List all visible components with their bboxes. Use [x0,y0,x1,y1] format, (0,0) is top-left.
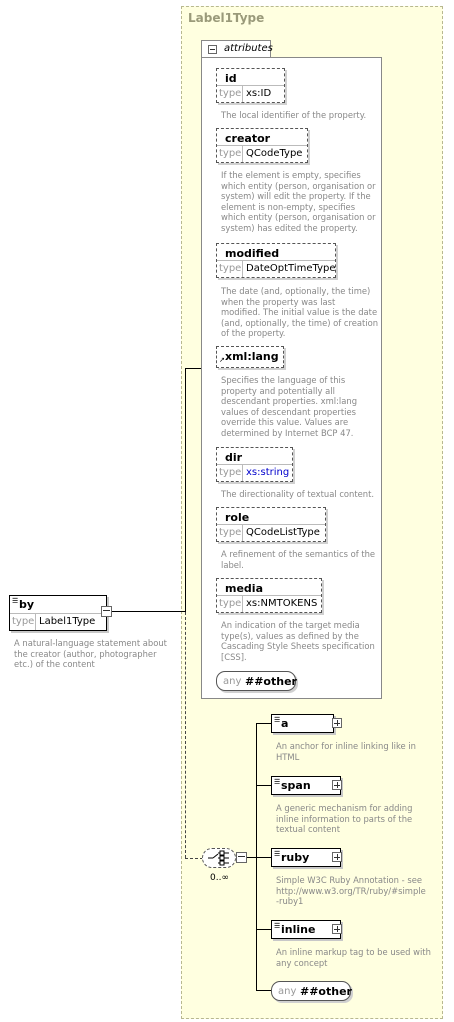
attribute-description-creator: If the element is empty, specifies which entity (person, organisation or system) will edit the property. If the element is non-empty, specifies which entity (person, organisation or system) has edited the property. [221,170,376,233]
attribute-description-role: A refinement of the semantics of the label. [221,549,376,570]
connector-line [247,857,256,858]
reference-arrow-icon: ↗ [219,356,225,364]
connector-dashed-line [185,858,203,859]
attribute-name: creator [225,132,271,145]
type-value: xs:NMTOKENS [246,598,318,609]
reference-arrow-icon: ☰ [274,922,281,930]
attribute-creator[interactable] [216,128,308,163]
attribute-name: media [225,582,263,595]
attribute-name: dir [225,451,243,464]
attribute-name: xml:lang [225,350,279,363]
collapse-choice-icon[interactable] [236,852,247,863]
type-key: type [12,616,35,627]
element-description-inline: An inline markup tag to be used with any concept [276,947,431,968]
attribute-description-media: An indication of the target media type(s), values as defined by the Cascading Style Sheets specification [CSS]. [221,620,375,662]
attribute-name: id [225,72,237,85]
element-any-other[interactable] [271,981,351,1001]
type-key: type [219,527,242,538]
element-name: inline [281,923,316,936]
collapse-attributes-icon[interactable] [208,45,217,54]
type-key: type [219,467,242,478]
type-value[interactable]: xs:string [246,467,290,478]
expand-inline-icon[interactable] [332,924,342,934]
element-name: a [281,717,289,730]
type-value: xs:ID [246,88,272,99]
expand-span-icon[interactable] [332,780,342,790]
element-by[interactable] [9,595,107,631]
element-ruby[interactable] [271,848,341,867]
attributes-tab[interactable] [201,40,271,58]
connector-dashed-line [185,612,186,858]
collapse-by-icon[interactable] [101,606,112,617]
element-description-a: An anchor for inline linking like in HTML [276,741,416,762]
type-value: DateOptTimeType [246,263,336,274]
element-name: by [19,598,35,611]
attribute-description-id: The local identifier of the property. [221,110,367,120]
connector-line [256,723,271,724]
type-panel-title: Label1Type [188,11,265,25]
attribute-name: modified [225,247,280,260]
attributes-label: attributes [224,43,273,54]
type-value: QCodeListType [246,527,320,538]
choice-occurrence: 0..∞ [210,873,229,883]
attribute-description-modified: The date (and, optionally, the time) when the property was last modified. The initial value is the date (and, optionally, the time) of creation of the property. [221,286,379,339]
reference-arrow-icon: ☰ [274,778,281,786]
attribute-any-other[interactable] [216,671,296,691]
element-a[interactable] [271,714,334,733]
type-key: type [219,88,242,99]
connector-line [256,785,271,786]
expand-a-icon[interactable] [332,718,342,728]
reference-arrow-icon: ☰ [274,850,281,858]
element-description-ruby: Simple W3C Ruby Annotation - see http://www.w3.org/TR/ruby/#simple -ruby1 [276,875,426,907]
connector-line [185,368,201,369]
choice-compositor[interactable] [202,848,236,868]
any-key: any [223,676,242,687]
attribute-xml-lang[interactable] [216,346,284,368]
attribute-description-dir: The directionality of textual content. [221,489,375,499]
attribute-media[interactable] [216,578,322,613]
connector-line [256,990,271,991]
element-name: ruby [281,851,310,864]
element-description-span: A generic mechanism for adding inline information to parts of the textual content [276,803,413,835]
choice-icon [203,849,235,867]
connector-line [112,611,185,612]
attribute-name: role [225,511,250,524]
type-key: type [219,148,242,159]
type-key: type [219,598,242,609]
any-value: ##other [245,675,297,688]
reference-arrow-icon: ☰ [274,716,281,724]
type-key: type [219,263,242,274]
connector-line [185,368,186,612]
element-span[interactable] [271,776,341,795]
element-inline[interactable] [271,920,341,939]
element-marker-icon: ☰ [12,597,19,605]
any-key: any [278,986,297,997]
any-value: ##other [300,985,352,998]
expand-ruby-icon[interactable] [332,852,342,862]
element-description-by: A natural-language statement about the creator (author, photographer etc.) of the content [14,638,167,670]
attribute-id[interactable] [216,68,285,103]
type-value: QCodeType [246,148,303,159]
attribute-dir[interactable] [216,447,293,482]
connector-line [256,929,271,930]
attribute-role[interactable] [216,507,326,542]
connector-line [256,857,271,858]
attribute-description-xml-lang: Specifies the language of this property and potentially all descendant properties. xml:lang values of descendant properties override this value. Values are determined by Internet BCP 47. [221,375,358,438]
attribute-modified[interactable] [216,243,336,278]
type-value: Label1Type [39,616,96,627]
element-name: span [281,779,311,792]
